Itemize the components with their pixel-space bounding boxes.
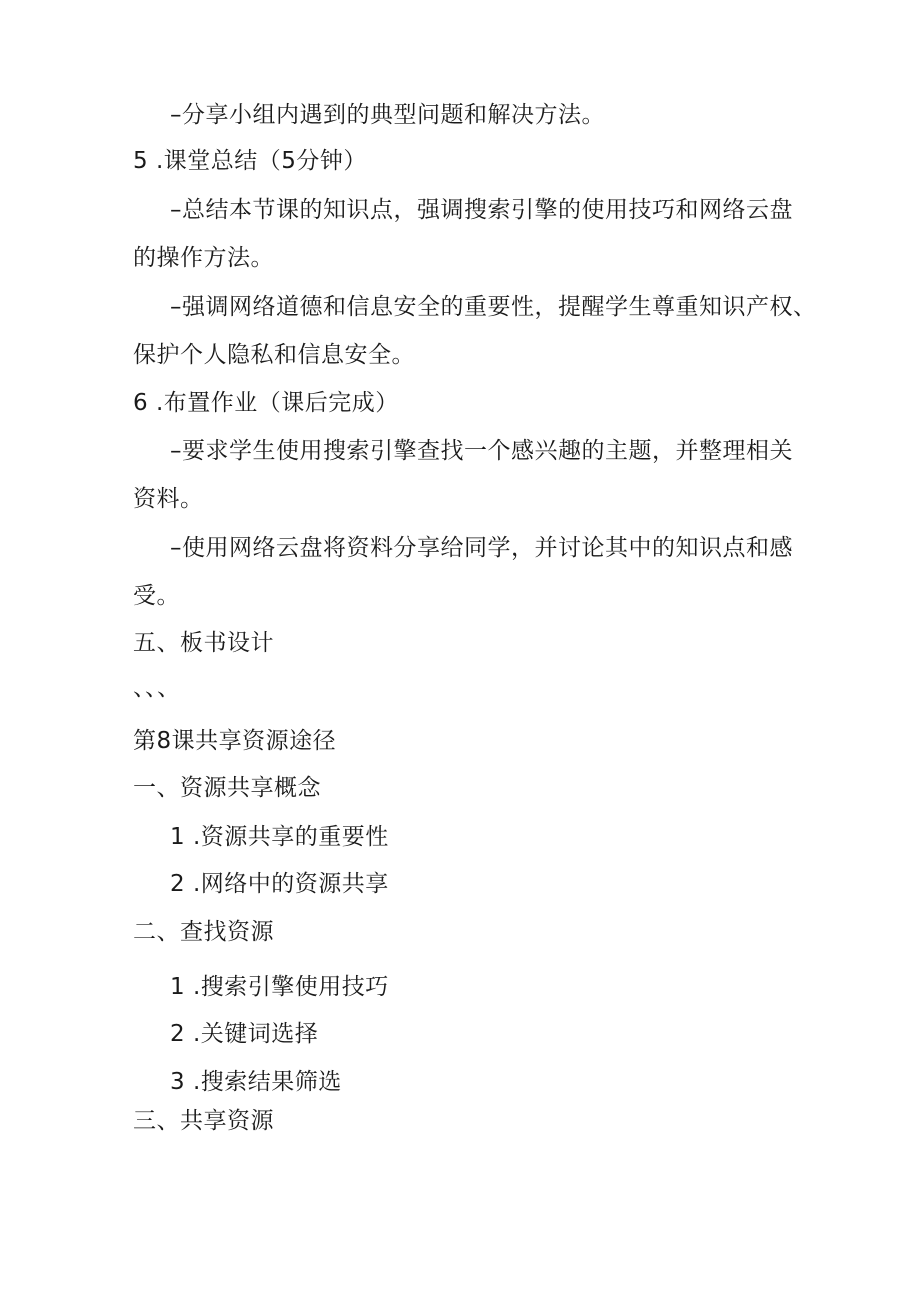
heading-homework: 6 .布置作业（课后完成） — [133, 390, 399, 416]
section-heading-sharing-concept: 一、资源共享概念 — [133, 775, 321, 801]
list-item: 2 .关键词选择 — [170, 1021, 319, 1047]
text-line-summary-1-cont: 的操作方法。 — [133, 245, 274, 271]
text-line-homework-2: –使用网络云盘将资料分享给同学，并讨论其中的知识点和感 — [170, 535, 793, 561]
heading-board-design: 五、板书设计 — [133, 630, 274, 656]
list-item: 3 .搜索结果筛选 — [170, 1069, 342, 1095]
lesson-title: 第8课共享资源途径 — [133, 728, 337, 754]
text-line-share-problems: –分享小组内遇到的典型问题和解决方法。 — [170, 102, 605, 128]
text-line-summary-2-cont: 保护个人隐私和信息安全。 — [133, 342, 415, 368]
list-item: 2 .网络中的资源共享 — [170, 871, 389, 897]
section-heading-share-resources: 三、共享资源 — [133, 1108, 274, 1134]
heading-class-summary: 5 .课堂总结（5分钟） — [133, 148, 367, 174]
text-line-summary-2: –强调网络道德和信息安全的重要性，提醒学生尊重知识产权、 — [170, 294, 817, 320]
section-heading-find-resources: 二、查找资源 — [133, 919, 274, 945]
text-line-homework-1-cont: 资料。 — [133, 486, 204, 512]
text-line-commas: 、、、 — [133, 675, 181, 701]
text-line-summary-1: –总结本节课的知识点，强调搜索引擎的使用技巧和网络云盘 — [170, 197, 793, 223]
list-item: 1 .资源共享的重要性 — [170, 824, 389, 850]
list-item: 1 .搜索引擎使用技巧 — [170, 974, 389, 1000]
text-line-homework-1: –要求学生使用搜索引擎查找一个感兴趣的主题，并整理相关 — [170, 438, 793, 464]
text-line-homework-2-cont: 受。 — [133, 583, 180, 609]
